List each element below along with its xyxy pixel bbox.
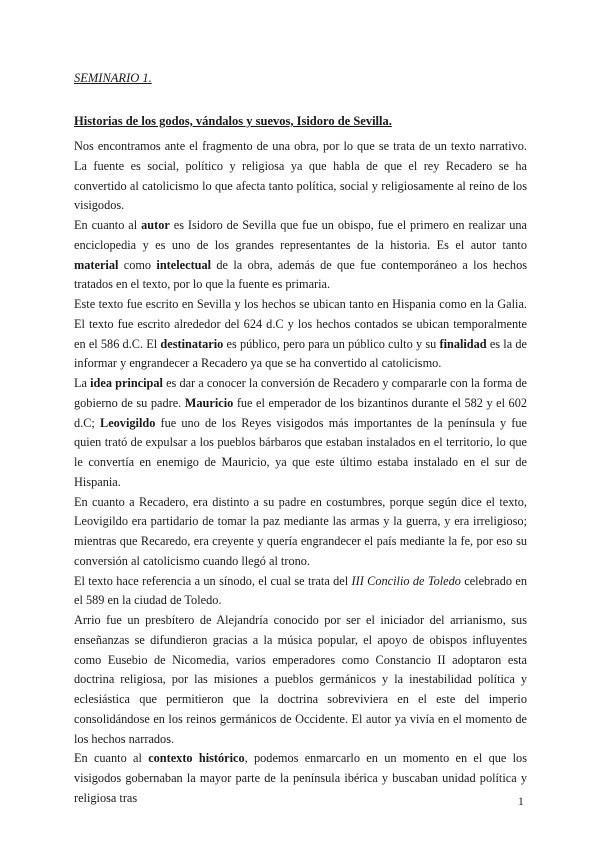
- bold-term: finalidad: [439, 336, 487, 351]
- paragraphs: [74, 137, 527, 809]
- text-run: El texto hace referencia a un sínodo, el cual se trata del: [74, 573, 352, 588]
- text-run: celebrado en el 589 en la ciudad de Toledo.: [74, 573, 527, 608]
- page-number: 1: [518, 796, 524, 808]
- bold-term: Mauricio: [184, 395, 234, 410]
- bold-term: autor: [141, 218, 170, 232]
- seminar-heading: SEMINARIO 1.: [74, 71, 152, 85]
- paragraph: [74, 493, 527, 572]
- paragraph: [74, 216, 527, 295]
- paragraph: [74, 374, 527, 493]
- text-run: es la de informar y engrandecer a Recadero ya que se ha convertido al catolicismo.: [74, 336, 527, 371]
- text-run: de la obra, además de que fue contemporáneo a los hechos tratados en el texto, por lo que la fuente es primaria.: [74, 257, 528, 292]
- document-body: [74, 69, 527, 809]
- text-run: fue uno de los Reyes visigodos más importantes de la península y fue quien trató de expulsar a los pueblos bárbaros que estaban instalados en el territorio, lo que le convertía en enemigo de Mauricio, ya que este último estaba instalado en el sur de Hispania.: [74, 415, 527, 489]
- text-run: En cuanto a Recadero, era distinto a su padre en costumbres, porque según dice el texto, Leovigildo era partidario de tomar la paz mediante las armas y la guerra, y era irreligioso; mientras que Recaredo, era creyente y quería engrandecer el país mediante la fe, por eso su conversión al catolicismo cuando llegó al trono.: [74, 494, 527, 568]
- bold-term: destinatario: [160, 336, 224, 351]
- text-run: Este texto fue escrito en Sevilla y los hechos se ubican tanto en Hispania como en la Galia. El texto fue escrito alrededor del 624 d.C y los hechos contados se ubican temporalmente en el 586 d.C. El: [74, 297, 527, 351]
- bold-term: idea principal: [90, 376, 163, 390]
- text-run: , podemos enmarcarlo en un momento en el que los visigodos gobernaban la mayor parte de la península ibérica y buscaban unidad política y religiosa tras: [74, 751, 527, 805]
- bold-term: Leovigildo: [100, 415, 156, 430]
- text-run: es público, pero para un público culto y su: [223, 336, 440, 351]
- bold-term: material: [74, 257, 119, 272]
- text-run: La: [74, 376, 91, 390]
- text-run: fue el emperador de los bizantinos durante el 582 y el 602 d.C;: [74, 395, 528, 430]
- bold-term: contexto histórico: [148, 751, 245, 766]
- paragraph: [74, 572, 527, 612]
- text-run: En cuanto al: [74, 218, 142, 232]
- paragraph: [74, 749, 527, 808]
- text-run: Arrio fue un presbítero de Alejandría conocido por ser el iniciador del arrianismo, sus enseñanzas se difundieron gracias a la música popular, el apoyo de obispos influyentes como Eusebio de Nicomedia, varios emperadores como Constancio II adoptaron esta doctrina religiosa, por las misiones a pueblos germánicos y la inestabilidad política y eclesiástica que permitieron que la doctrina sobreviviera en el este del imperio consolidándose en los reinos germánicos de Occidente. El autor ya vivía en el momento de los hechos narrados.: [74, 613, 527, 746]
- paragraph: [74, 137, 527, 216]
- italic-term: III Concilio de Toledo: [351, 573, 461, 588]
- document-title: Historias de los godos, vándalos y suevos, Isidoro de Sevilla.: [74, 114, 392, 128]
- text-run: Nos encontramos ante el fragmento de una obra, por lo que se trata de un texto narrativo. La fuente es social, político y religiosa ya que habla de que el rey Recadero se ha convertido al catolicismo lo que afecta tanto política, social y religiosamente al reino de los visigodos.: [74, 139, 527, 213]
- text-run: como: [118, 257, 157, 272]
- paragraph: [74, 611, 527, 749]
- paragraph: [74, 295, 527, 374]
- text-run: En cuanto al: [74, 751, 149, 766]
- text-run: es Isidoro de Sevilla que fue un obispo, fue el primero en realizar una enciclopedia y es uno de los grandes representantes de la historia. Es el autor tanto: [74, 218, 527, 252]
- text-run: es dar a conocer la conversión de Recadero y compararle con la forma de gobierno de su padre.: [74, 376, 527, 410]
- bold-term: intelectual: [156, 257, 212, 272]
